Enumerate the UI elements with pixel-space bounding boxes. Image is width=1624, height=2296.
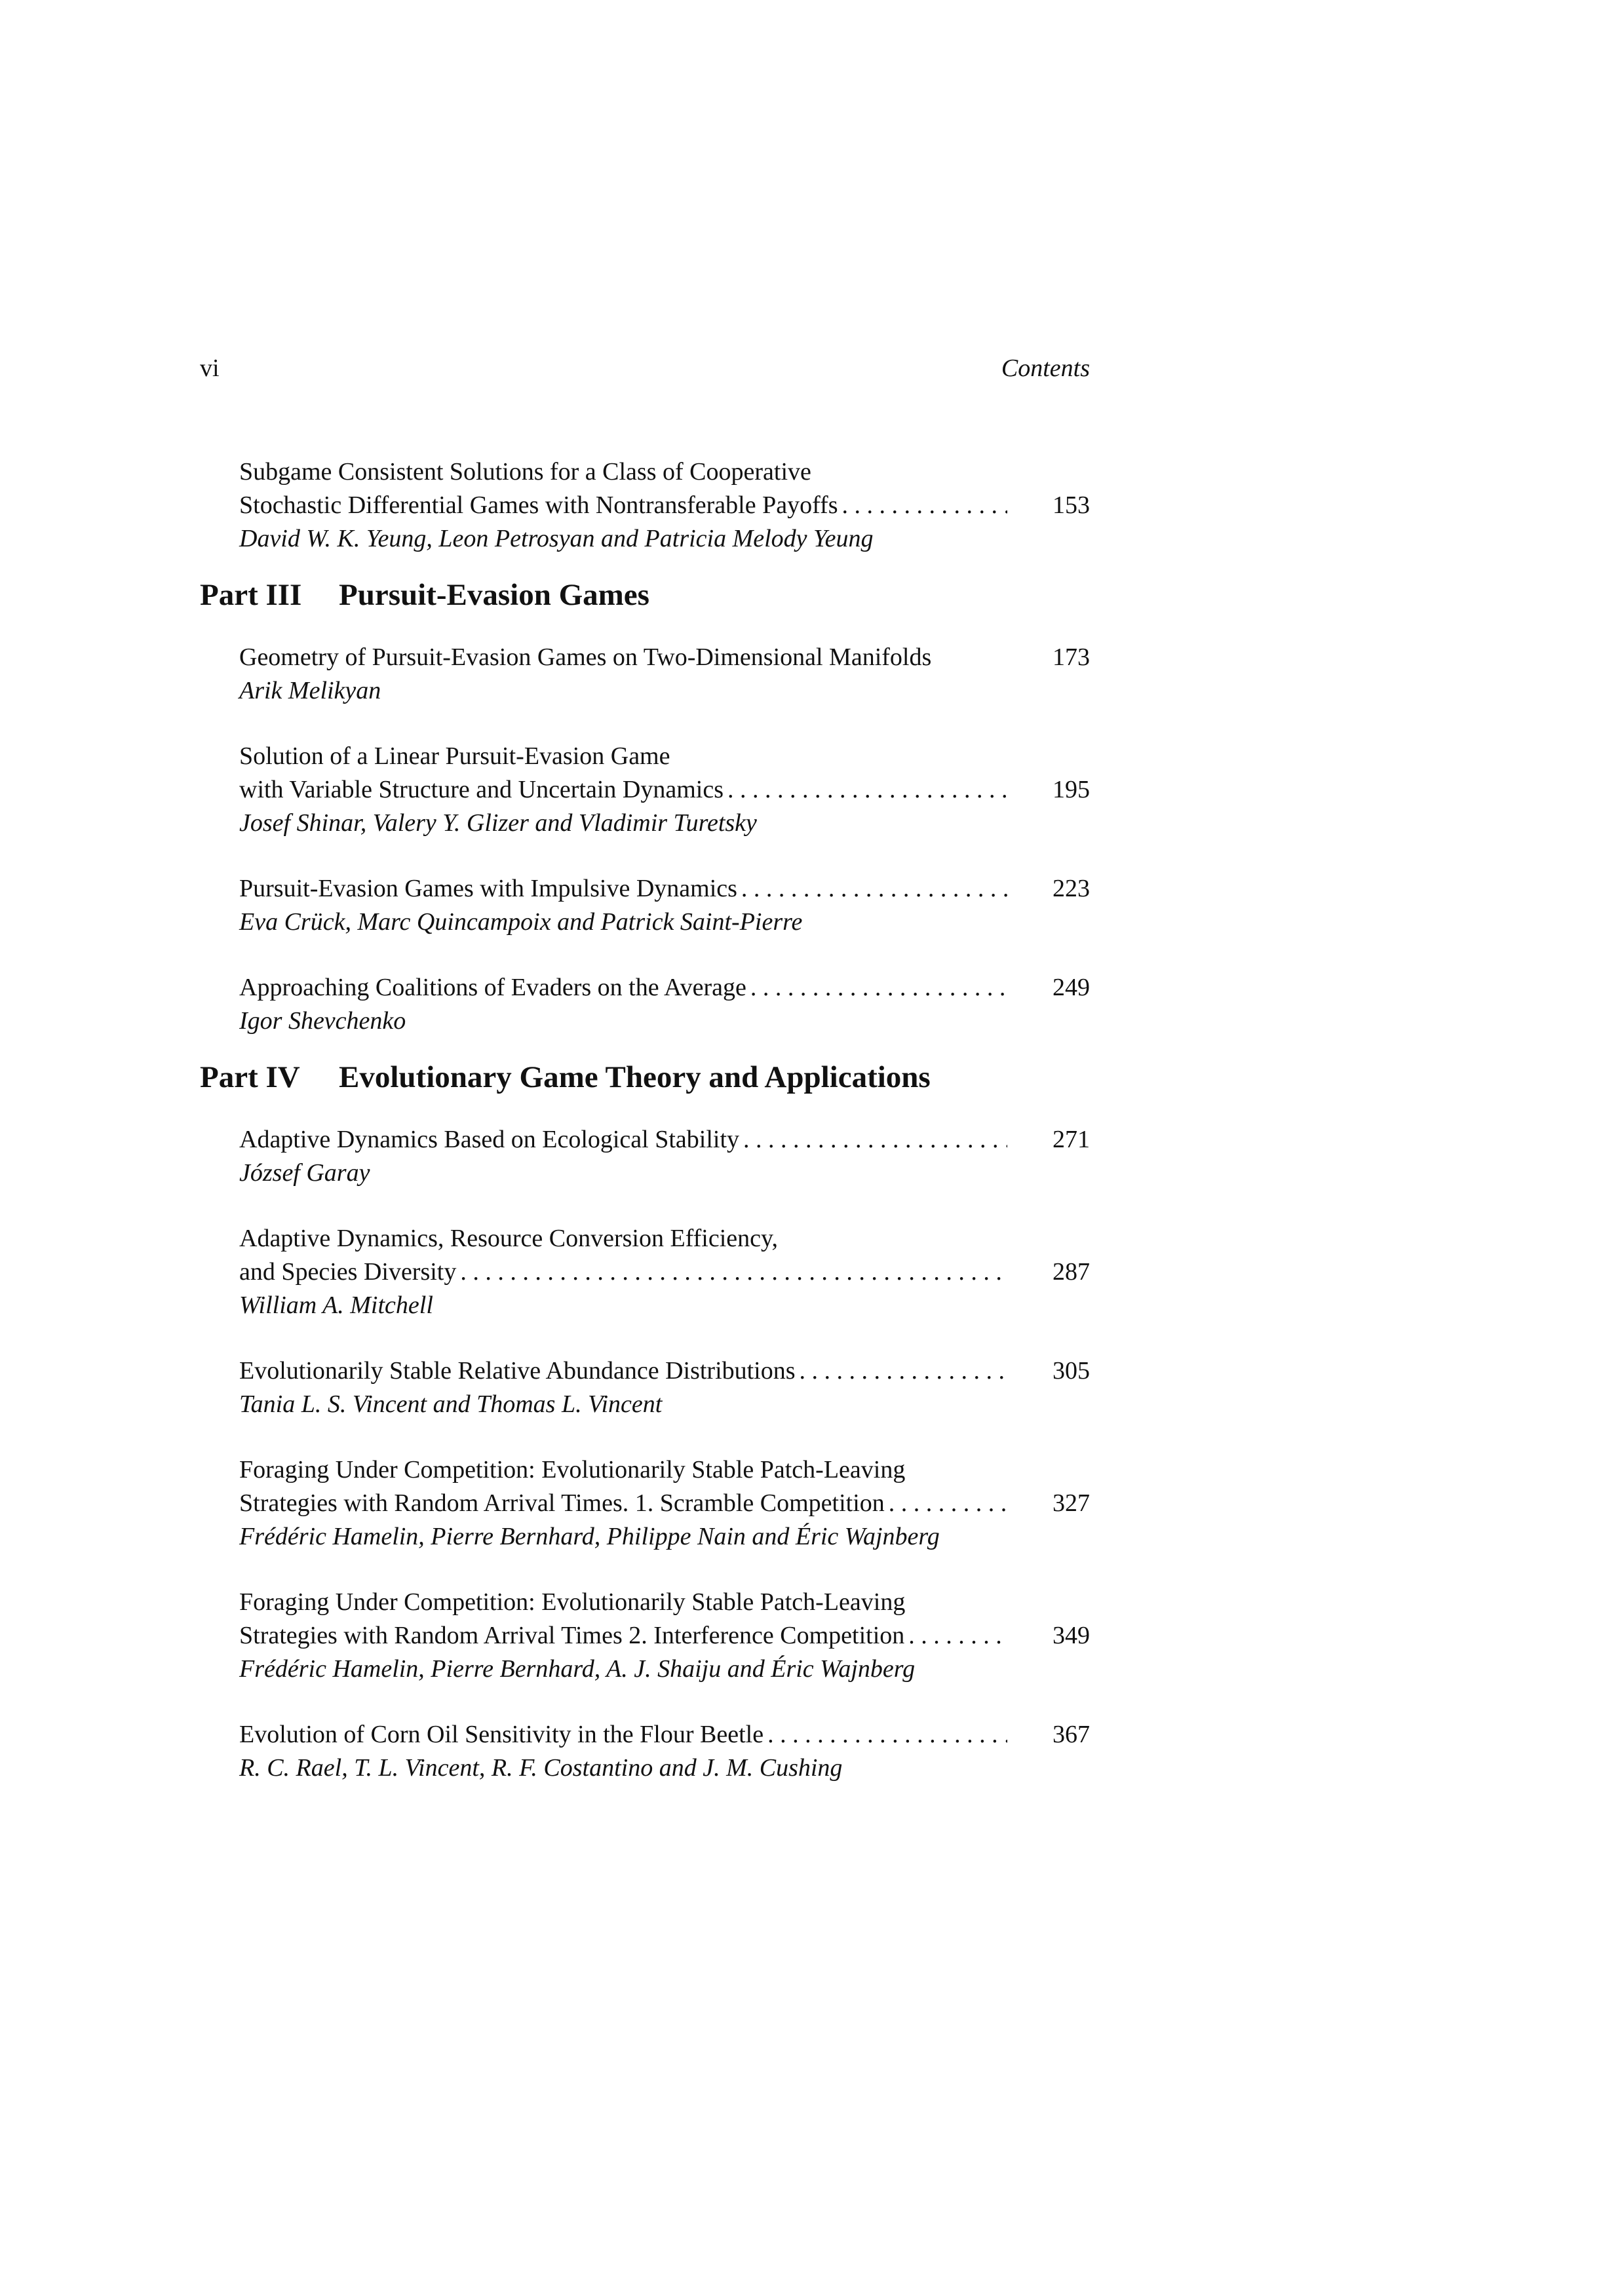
entry-page-number: 367	[1053, 1721, 1090, 1748]
entry-title-line: Strategies with Random Arrival Times 2. Interference Competition	[239, 1622, 905, 1649]
entry-authors: R. C. Rael, T. L. Vincent, R. F. Costantino and J. M. Cushing	[239, 1754, 843, 1782]
entry-authors: David W. K. Yeung, Leon Petrosyan and Patricia Melody Yeung	[239, 525, 874, 552]
part-number: Part IV	[200, 1060, 300, 1094]
entry-title-leader-line	[239, 641, 1090, 674]
entry-title-line: with Variable Structure and Uncertain Dynamics	[239, 776, 724, 803]
entry-title-line: Adaptive Dynamics, Resource Conversion Efficiency,	[239, 1225, 779, 1252]
entry-title-leader-line	[239, 872, 1090, 906]
toc-entry[interactable]	[239, 971, 1090, 1038]
entry-title-line: Solution of a Linear Pursuit-Evasion Game	[239, 742, 670, 770]
entry-title-line: Evolution of Corn Oil Sensitivity in the Flour Beetle	[239, 1721, 764, 1748]
part-title: Pursuit-Evasion Games	[339, 578, 649, 612]
entry-authors: Frédéric Hamelin, Pierre Bernhard, A. J. Shaiju and Éric Wajnberg	[239, 1655, 916, 1683]
entry-title-line: Adaptive Dynamics Based on Ecological Stability	[239, 1126, 740, 1153]
toc-entry[interactable]	[239, 1222, 1090, 1322]
entry-title-line: Subgame Consistent Solutions for a Class of Cooperative	[239, 458, 811, 486]
entry-title-line: Stochastic Differential Games with Nontransferable Payoffs	[239, 491, 838, 519]
entry-title-leader-line	[239, 971, 1090, 1004]
dot-leader	[741, 872, 1007, 906]
dot-leader	[800, 1354, 1007, 1388]
dot-leader	[727, 773, 1007, 807]
entry-title-line: Foraging Under Competition: Evolutionarily Stable Patch-Leaving	[239, 1456, 906, 1483]
dot-leader	[908, 1619, 1007, 1653]
toc-entry[interactable]	[239, 740, 1090, 840]
part-title: Evolutionary Game Theory and Applications	[339, 1060, 931, 1094]
entry-title-leader-line	[239, 1487, 1090, 1520]
entry-authors: Frédéric Hamelin, Pierre Bernhard, Philippe Nain and Éric Wajnberg	[239, 1523, 940, 1550]
entry-title-line: Foraging Under Competition: Evolutionarily Stable Patch-Leaving	[239, 1588, 906, 1616]
entry-title-line: Pursuit-Evasion Games with Impulsive Dynamics	[239, 875, 737, 902]
entry-authors: Tania L. S. Vincent and Thomas L. Vincent	[239, 1390, 663, 1418]
toc-entry[interactable]	[239, 1453, 1090, 1554]
toc-entry[interactable]	[239, 641, 1090, 708]
toc-entry[interactable]	[239, 1354, 1090, 1421]
entry-authors: Eva Crück, Marc Quincampoix and Patrick Saint-Pierre	[239, 908, 803, 936]
entry-page-number: 287	[1053, 1258, 1090, 1286]
entry-page-number: 153	[1053, 491, 1090, 519]
entry-authors: Igor Shevchenko	[239, 1007, 406, 1035]
part-number: Part III	[200, 578, 302, 612]
dot-leader	[743, 1123, 1007, 1157]
page-number: vi	[200, 354, 220, 382]
entry-page-number: 223	[1053, 875, 1090, 902]
entry-title-leader-line	[239, 1718, 1090, 1751]
dot-leader	[750, 971, 1007, 1004]
entry-title-leader-line	[239, 1354, 1090, 1388]
entry-page-number: 249	[1053, 974, 1090, 1001]
entry-authors: Josef Shinar, Valery Y. Glizer and Vladimir Turetsky	[239, 809, 757, 837]
toc-entry[interactable]	[239, 1123, 1090, 1190]
entry-page-number: 349	[1053, 1622, 1090, 1649]
entry-title-leader-line	[239, 489, 1090, 522]
entry-title-line: Evolutionarily Stable Relative Abundance Distributions	[239, 1357, 796, 1385]
entry-page-number: 173	[1053, 643, 1090, 671]
entry-title-leader-line	[239, 1123, 1090, 1157]
entry-authors: József Garay	[239, 1159, 370, 1187]
table-of-contents	[200, 455, 1090, 1785]
entry-title-leader-line	[239, 1255, 1090, 1289]
entry-title-leader-line	[239, 773, 1090, 807]
part-heading	[200, 1058, 1090, 1097]
dot-leader	[767, 1718, 1007, 1751]
dot-leader	[889, 1487, 1007, 1520]
entry-page-number: 195	[1053, 776, 1090, 803]
toc-entry[interactable]	[239, 1718, 1090, 1785]
entry-title-leader-line	[239, 1619, 1090, 1653]
entry-page-number: 327	[1053, 1489, 1090, 1517]
toc-entry[interactable]	[239, 455, 1090, 556]
part-heading	[200, 575, 1090, 615]
entry-page-number: 305	[1053, 1357, 1090, 1385]
entry-title-line: Strategies with Random Arrival Times. 1. Scramble Competition	[239, 1489, 885, 1517]
entry-title-line: and Species Diversity	[239, 1258, 457, 1286]
running-head	[200, 349, 1090, 388]
dot-leader	[842, 489, 1007, 522]
running-head-title: Contents	[1001, 354, 1090, 382]
dot-leader	[460, 1255, 1007, 1289]
toc-entry[interactable]	[239, 1586, 1090, 1686]
entry-authors: Arik Melikyan	[239, 677, 381, 704]
entry-page-number: 271	[1053, 1126, 1090, 1153]
entry-title-line: Approaching Coalitions of Evaders on the Average	[239, 974, 746, 1001]
entry-title-line: Geometry of Pursuit-Evasion Games on Two-Dimensional Manifolds	[239, 643, 932, 671]
entry-authors: William A. Mitchell	[239, 1292, 433, 1319]
toc-entry[interactable]	[239, 872, 1090, 939]
